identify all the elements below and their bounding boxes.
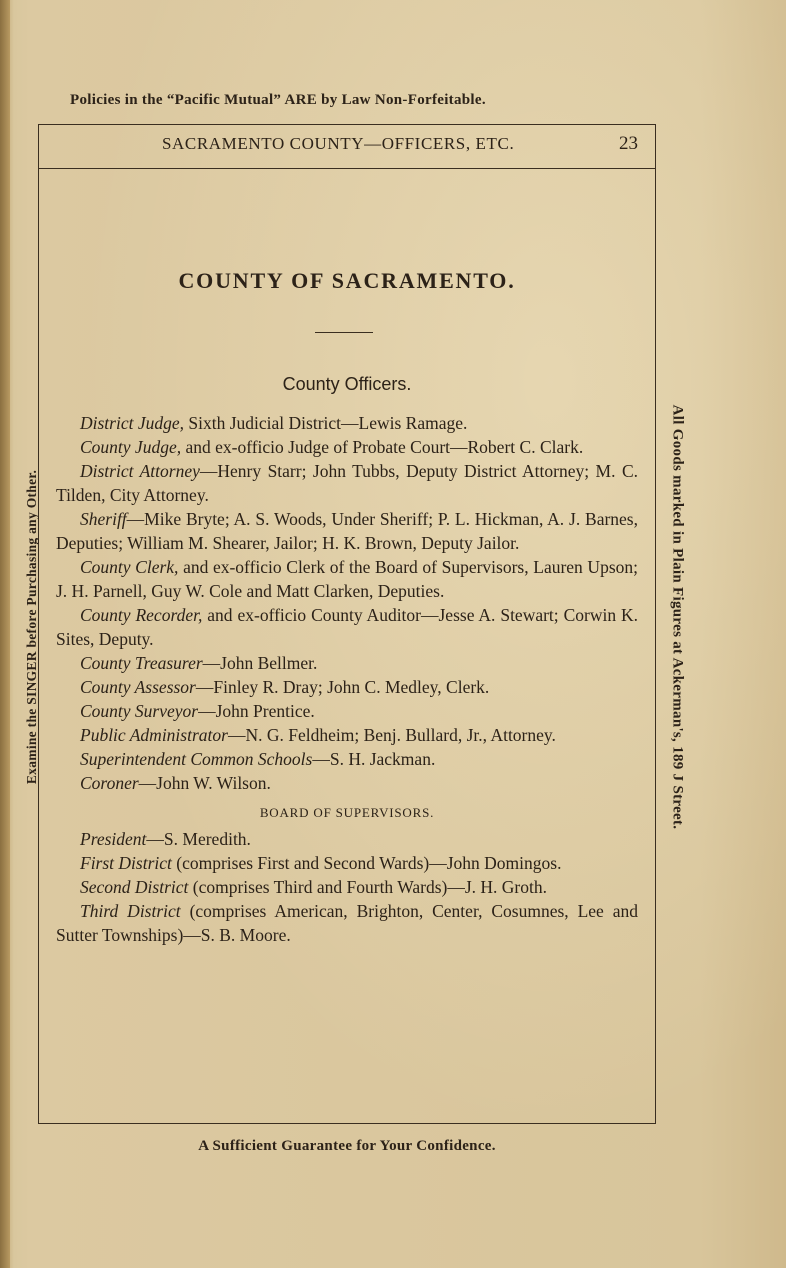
page-number: 23 — [619, 133, 638, 154]
section-heading: County Officers. — [282, 374, 412, 394]
officer-entry — [56, 555, 638, 603]
officer-entry — [56, 699, 638, 723]
officer-names: Sixth Judicial District—Lewis Ramage. — [184, 413, 468, 433]
officer-entry — [56, 723, 638, 747]
officer-names: (comprises Third and Fourth Wards)—J. H. Groth. — [188, 877, 547, 897]
office-title: President — [80, 829, 147, 849]
officer-list — [56, 411, 638, 947]
office-title: County Clerk, — [80, 557, 179, 577]
officer-names: (comprises American, Brighton, Center, Cosumnes, Lee and Sutter Townships)—S. B. Moore. — [56, 901, 638, 945]
right-margin-text: All Goods marked in Plain Figures at Ackerman's, 189 J Street. — [669, 404, 686, 830]
officer-names: —John Prentice. — [198, 701, 315, 721]
officer-names: (comprises First and Second Wards)—John Domingos. — [171, 853, 562, 873]
office-title: Public Administrator — [80, 725, 228, 745]
officer-entry — [56, 651, 638, 675]
supervisor-entry — [56, 875, 638, 899]
office-title: Coroner — [80, 773, 139, 793]
right-margin-advertisement — [664, 354, 690, 880]
officer-names: —Finley R. Dray; John C. Medley, Clerk. — [195, 677, 490, 697]
office-title: County Treasurer — [80, 653, 203, 673]
officer-names: —S. Meredith. — [146, 829, 251, 849]
officer-names: and ex-officio Judge of Probate Court—Robert C. Clark. — [181, 437, 584, 457]
officer-names: —Mike Bryte; A. S. Woods, Under Sheriff; P. L. Hickman, A. J. Barnes, Deputies; William M. Shearer, Jailor; H. K. Brown, Deputy Jailor. — [56, 509, 638, 553]
office-title: Second District — [80, 877, 189, 897]
officer-entry — [56, 747, 638, 771]
title-divider — [315, 332, 373, 333]
supervisor-entry — [56, 851, 638, 875]
office-title: County Judge, — [80, 437, 182, 457]
office-title: District Judge, — [80, 413, 185, 433]
left-margin-advertisement — [20, 392, 44, 862]
officer-entry — [56, 435, 638, 459]
running-head-rule — [38, 168, 656, 169]
officer-entry — [56, 675, 638, 699]
officer-names: —N. G. Feldheim; Benj. Bullard, Jr., Attorney. — [227, 725, 556, 745]
officer-names: —S. H. Jackman. — [312, 749, 436, 769]
officer-names: and ex-officio Clerk of the Board of Supervisors, Lauren Upson; J. H. Parnell, Guy W. Cole and Matt Clarken, Deputies. — [56, 557, 638, 601]
officer-names: and ex-officio County Auditor—Jesse A. Stewart; Corwin K. Sites, Deputy. — [56, 605, 639, 649]
left-margin-text: Examine the SINGER before Purchasing any Other. — [24, 469, 39, 785]
top-advertisement-banner: Policies in the “Pacific Mutual” ARE by Law Non-Forfeitable. — [70, 92, 486, 108]
office-title: County Surveyor — [80, 701, 199, 721]
supervisor-entry — [56, 899, 638, 947]
officer-entry — [56, 507, 638, 555]
board-of-supervisors-heading: BOARD OF SUPERVISORS. — [259, 805, 435, 820]
office-title: Superintendent Common Schools — [80, 749, 313, 769]
officer-names: —Henry Starr; John Tubbs, Deputy District Attorney; M. C. Tilden, City Attorney. — [56, 461, 638, 505]
running-head-title: SACRAMENTO COUNTY—OFFICERS, ETC. — [162, 134, 515, 153]
bottom-advertisement-banner: A Sufficient Guarantee for Your Confidence. — [198, 1138, 496, 1154]
office-title: County Assessor — [80, 677, 196, 697]
office-title: Sheriff — [80, 509, 127, 529]
officer-entry — [56, 459, 638, 507]
officer-names: —John W. Wilson. — [138, 773, 271, 793]
office-title: District Attorney — [80, 461, 200, 481]
page-binding-edge — [0, 0, 10, 1268]
officer-entry — [56, 411, 638, 435]
supervisor-entry — [56, 827, 638, 851]
officer-entry — [56, 603, 638, 651]
officer-entry — [56, 771, 638, 795]
officer-names: —John Bellmer. — [202, 653, 318, 673]
office-title: County Recorder, — [80, 605, 203, 625]
office-title: First District — [80, 853, 172, 873]
page-title: COUNTY OF SACRAMENTO. — [178, 268, 516, 293]
running-head — [38, 134, 656, 162]
office-title: Third District — [80, 901, 181, 921]
